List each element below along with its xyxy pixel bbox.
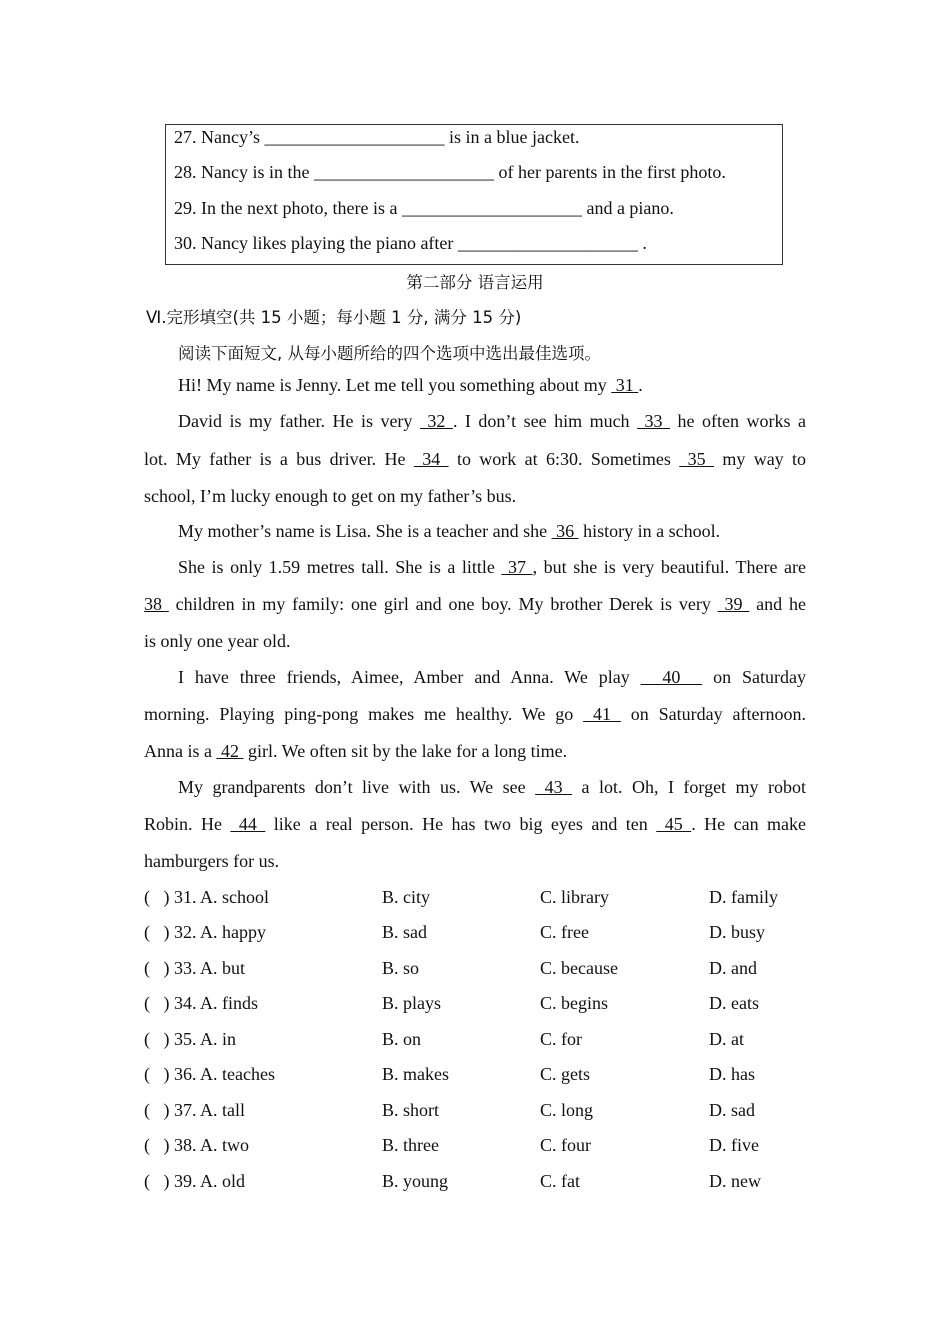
option-b[interactable]: B. city (382, 887, 430, 907)
passage-line (144, 594, 806, 615)
passage-text: like a real person. He has two big eyes and ten (265, 814, 657, 834)
fill-in-box (165, 124, 783, 265)
option-b[interactable]: B. sad (382, 922, 427, 942)
q28-text-end: of her parents in the first photo. (493, 162, 726, 182)
question-29 (174, 198, 674, 219)
option-d[interactable]: D. five (709, 1135, 759, 1155)
blank-45: 45 (656, 814, 692, 834)
passage-line (178, 777, 806, 798)
question-27 (174, 127, 579, 148)
passage-text: . (638, 375, 643, 395)
passage-text: he often works a (670, 411, 807, 431)
passage-line: is only one year old. (144, 631, 291, 651)
passage-text: to work at 6:30. Sometimes (448, 449, 680, 469)
option-c[interactable]: C. four (540, 1135, 591, 1155)
passage-text: girl. We often sit by the lake for a long time. (243, 741, 568, 761)
option-c[interactable]: C. begins (540, 993, 609, 1013)
q30-text-end: . (637, 233, 647, 253)
blank-37: 37 (501, 557, 533, 577)
option-a[interactable]: ( ) 39. A. old (144, 1171, 245, 1191)
passage-text: David is my father. He is very (178, 411, 420, 431)
q28-blank[interactable]: ____________________ (313, 162, 494, 182)
option-c[interactable]: C. fat (540, 1171, 580, 1191)
option-a[interactable]: ( ) 33. A. but (144, 958, 245, 978)
option-d[interactable]: D. sad (709, 1100, 755, 1120)
option-c[interactable]: C. for (540, 1029, 582, 1049)
option-d[interactable]: D. eats (709, 993, 759, 1013)
option-a[interactable]: ( ) 31. A. school (144, 887, 269, 907)
option-d[interactable]: D. at (709, 1029, 744, 1049)
passage-text: Hi! My name is Jenny. Let me tell you something about my (178, 375, 612, 395)
passage-line: hamburgers for us. (144, 851, 280, 871)
option-d[interactable]: D. busy (709, 922, 766, 942)
passage-text: morning. Playing ping-pong makes me healthy. We go (144, 704, 584, 724)
option-b[interactable]: B. makes (382, 1064, 449, 1084)
option-b[interactable]: B. plays (382, 993, 442, 1013)
option-b[interactable]: B. on (382, 1029, 422, 1049)
passage-line (144, 741, 567, 762)
passage-text: on Saturday (702, 667, 807, 687)
option-b[interactable]: B. so (382, 958, 420, 978)
passage-text: Anna is a (144, 741, 217, 761)
passage-line: school, I’m lucky enough to get on my father’s bus. (144, 486, 517, 506)
option-b[interactable]: B. short (382, 1100, 440, 1120)
blank-44: 44 (230, 814, 266, 834)
option-c[interactable]: C. free (540, 922, 589, 942)
option-c[interactable]: C. library (540, 887, 609, 907)
q29-text: 29. In the next photo, there is a (174, 198, 402, 218)
q28-text: 28. Nancy is in the (174, 162, 314, 182)
option-a[interactable]: ( ) 36. A. teaches (144, 1064, 275, 1084)
q30-text: 30. Nancy likes playing the piano after (174, 233, 458, 253)
passage-text: . I don’t see him much (452, 411, 638, 431)
passage-line (178, 375, 643, 396)
passage-text: She is only 1.59 metres tall. She is a little (178, 557, 502, 577)
option-a[interactable]: ( ) 32. A. happy (144, 922, 266, 942)
question-30 (174, 233, 647, 254)
blank-39: 39 (717, 594, 750, 614)
passage-text: My grandparents don’t live with us. We see (178, 777, 536, 797)
passage-text: Robin. He (144, 814, 231, 834)
passage-text: . He can make (691, 814, 807, 834)
passage-line (144, 814, 806, 835)
blank-33: 33 (637, 411, 671, 431)
option-c[interactable]: C. because (540, 958, 618, 978)
passage-text: my way to (713, 449, 807, 469)
passage-line (178, 557, 806, 578)
blank-36: 36 (551, 521, 579, 541)
passage-line (178, 521, 720, 542)
option-b[interactable]: B. three (382, 1135, 439, 1155)
blank-35: 35 (679, 449, 714, 469)
option-a[interactable]: ( ) 38. A. two (144, 1135, 249, 1155)
option-d[interactable]: D. new (709, 1171, 761, 1191)
passage-text: My mother’s name is Lisa. She is a teacher and she (178, 521, 552, 541)
blank-31: 31 (611, 375, 639, 395)
q27-text-end: is in a blue jacket. (444, 127, 580, 147)
passage-text: children in my family: one girl and one boy. My brother Derek is very (168, 594, 718, 614)
blank-32: 32 (419, 411, 453, 431)
blank-43: 43 (535, 777, 573, 797)
blank-42: 42 (216, 741, 244, 761)
q27-text: 27. Nancy’s (174, 127, 265, 147)
section-heading: Ⅵ.完形填空(共 15 小题；每小题 1 分, 满分 15 分) (146, 308, 522, 327)
passage-line (178, 667, 806, 688)
passage-text: lot. My father is a bus driver. He (144, 449, 414, 469)
blank-41: 41 (583, 704, 621, 724)
option-a[interactable]: ( ) 37. A. tall (144, 1100, 245, 1120)
option-d[interactable]: D. has (709, 1064, 755, 1084)
blank-34: 34 (413, 449, 449, 469)
passage-line (178, 411, 806, 432)
passage-text: a lot. Oh, I forget my robot (572, 777, 806, 797)
q29-blank[interactable]: ____________________ (401, 198, 582, 218)
option-c[interactable]: C. long (540, 1100, 594, 1120)
question-28 (174, 162, 726, 183)
passage-text: on Saturday afternoon. (620, 704, 807, 724)
q29-text-end: and a piano. (581, 198, 674, 218)
passage-text: , but she is very beautiful. There are (532, 557, 807, 577)
option-a[interactable]: ( ) 35. A. in (144, 1029, 236, 1049)
passage-text: and he (749, 594, 807, 614)
option-d[interactable]: D. and (709, 958, 757, 978)
passage-text: history in a school. (578, 521, 721, 541)
option-d[interactable]: D. family (709, 887, 778, 907)
passage-text: I have three friends, Aimee, Amber and Anna. We play (178, 667, 641, 687)
blank-38: 38 (144, 594, 169, 614)
q27-blank[interactable]: ____________________ (264, 127, 445, 147)
blank-40: 40 (640, 667, 703, 687)
q30-blank[interactable]: ____________________ (457, 233, 638, 253)
part-title: 第二部分 语言运用 (406, 273, 544, 292)
option-c[interactable]: C. gets (540, 1064, 591, 1084)
passage-line (144, 449, 806, 470)
option-a[interactable]: ( ) 34. A. finds (144, 993, 258, 1013)
passage-line (144, 704, 806, 725)
section-instruction: 阅读下面短文, 从每小题所给的四个选项中选出最佳选项。 (178, 344, 601, 363)
option-b[interactable]: B. young (382, 1171, 449, 1191)
